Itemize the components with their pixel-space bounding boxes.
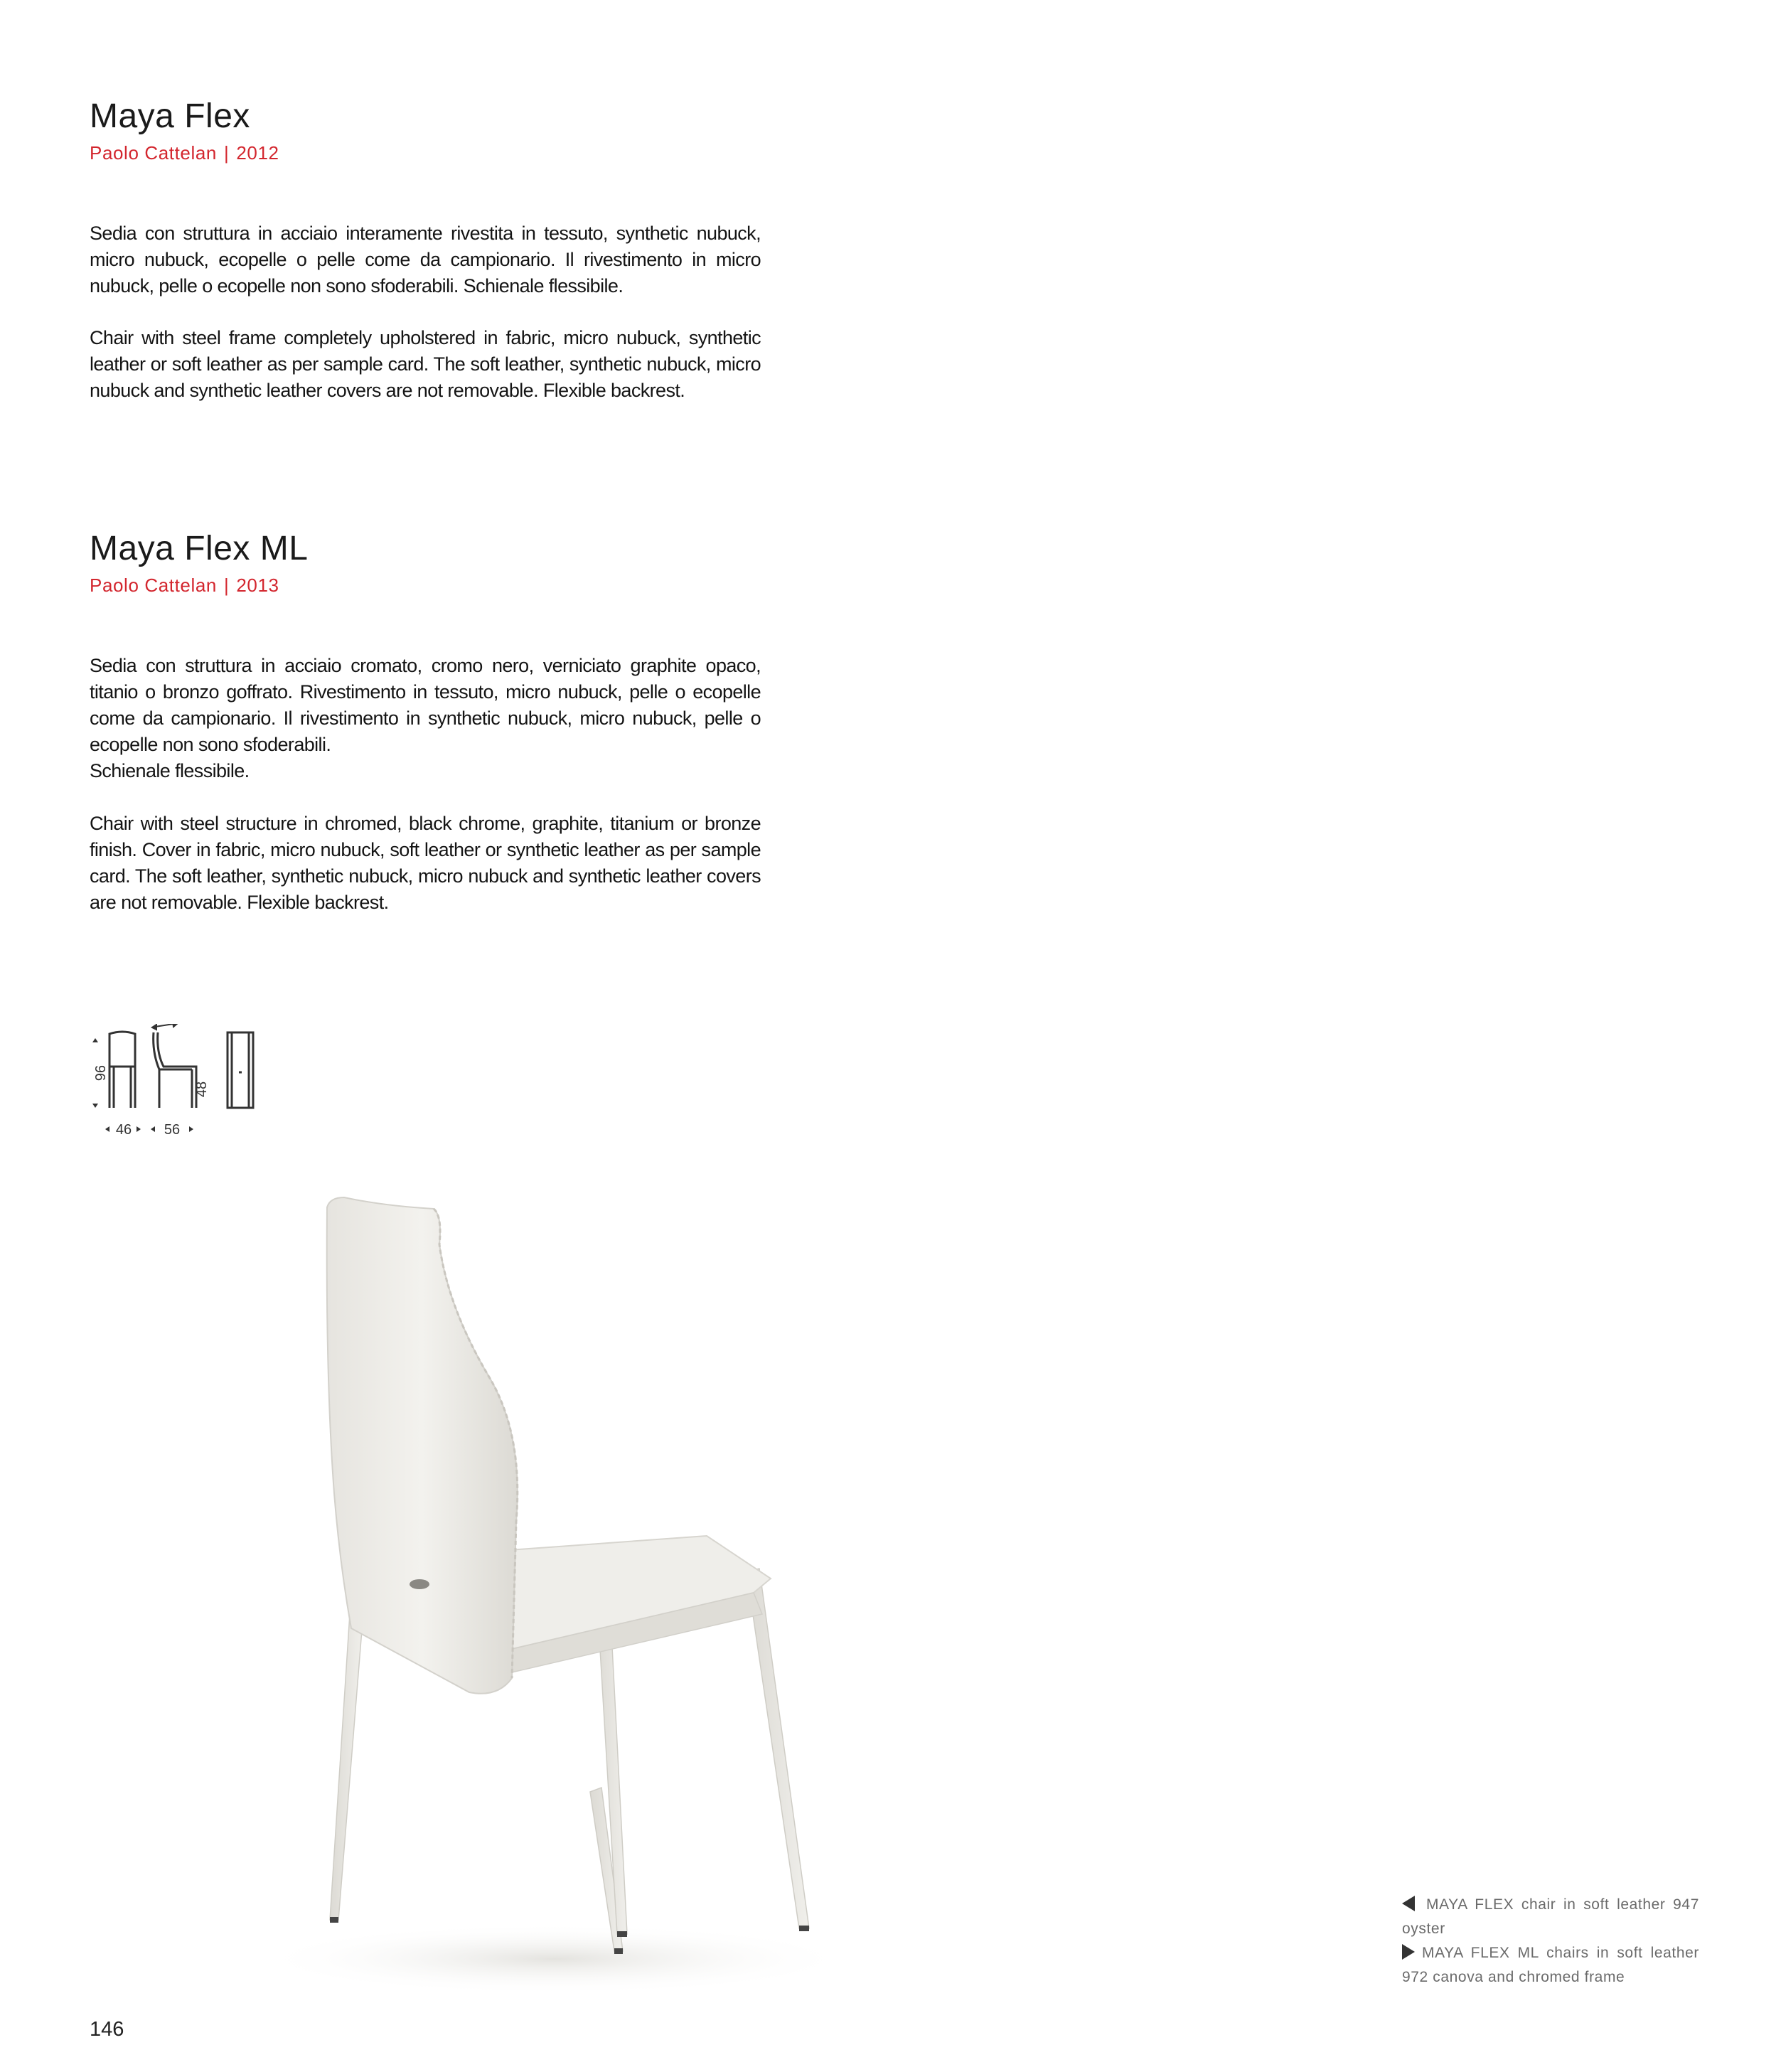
product2-designer: Paolo Cattelan (90, 575, 217, 596)
caption-line-1 (1402, 1893, 1699, 1941)
product2-description-it-note: Schienale flessibile. (90, 760, 250, 781)
triangle-left-icon (1402, 1896, 1415, 1911)
flex-arrow-icon (152, 1024, 178, 1030)
dimension-depth: 56 (164, 1122, 181, 1138)
product2-byline (90, 575, 279, 597)
product2-separator: | (223, 575, 230, 596)
product1-year: 2012 (236, 142, 279, 164)
dimension-height: 96 (92, 1064, 107, 1082)
width-left-arrow-icon (105, 1126, 109, 1132)
product1-title: Maya Flex (90, 97, 250, 135)
product1-separator: | (223, 142, 230, 164)
product1-description-it: Sedia con struttura in acciaio interamente rivestita in tessuto, synthetic nubuck, micro nubuck, ecopelle o pelle come da campionario. Il rivestimento in micro nubuck, pelle o ecopelle non sono sfoderabili. Schienale flessibile. (90, 223, 761, 297)
product2-year: 2013 (236, 575, 279, 596)
chair-photo (256, 1166, 896, 2005)
photo-caption (1402, 1893, 1699, 1990)
dimension-width: 46 (115, 1122, 132, 1138)
dimensions-diagram (85, 1024, 270, 1138)
height-top-arrow-icon (92, 1038, 98, 1042)
chair-front-view-icon (109, 1032, 135, 1108)
caption-line-2 (1402, 1941, 1699, 1990)
chair-back-view-icon (228, 1032, 253, 1108)
triangle-right-icon (1402, 1944, 1415, 1960)
depth-right-arrow-icon (189, 1126, 193, 1132)
dimension-seat-height: 48 (194, 1081, 210, 1098)
height-bottom-arrow-icon (92, 1104, 98, 1108)
width-right-arrow-icon (137, 1126, 141, 1132)
caption-line-2-text: MAYA FLEX ML chairs in soft leather 972 canova and chromed frame (1402, 1945, 1699, 1985)
depth-left-arrow-icon (151, 1126, 155, 1132)
product1-description-en: Chair with steel frame completely upholstered in fabric, micro nubuck, synthetic leather or soft leather as per sample card. The soft leather, synthetic nubuck, micro nubuck and synthetic leather covers are not removable. Flexible backrest. (90, 327, 761, 401)
caption-line-1-text: MAYA FLEX chair in soft leather 947 oyster (1402, 1896, 1699, 1937)
product1-byline (90, 142, 279, 164)
product2-description-it: Sedia con struttura in acciaio cromato, cromo nero, verniciato graphite opaco, titanio o bronzo goffrato. Rivestimento in tessuto, micro nubuck, pelle o ecopelle come da campionario. Il rivestimento in synthetic nubuck, micro nubuck, pelle o ecopelle non sono sfoderabili. (90, 655, 761, 755)
product2-description-en: Chair with steel structure in chromed, black chrome, graphite, titanium or bronze finish. Cover in fabric, micro nubuck, soft leather or synthetic leather as per sample card. The soft leather, synthetic nubuck, micro nubuck and synthetic leather covers are not removable. Flexible backrest. (90, 813, 761, 913)
chair-side-view-icon (154, 1032, 196, 1108)
product2-title: Maya Flex ML (90, 530, 309, 567)
product1-designer: Paolo Cattelan (90, 142, 217, 164)
page-number: 146 (90, 2018, 124, 2041)
